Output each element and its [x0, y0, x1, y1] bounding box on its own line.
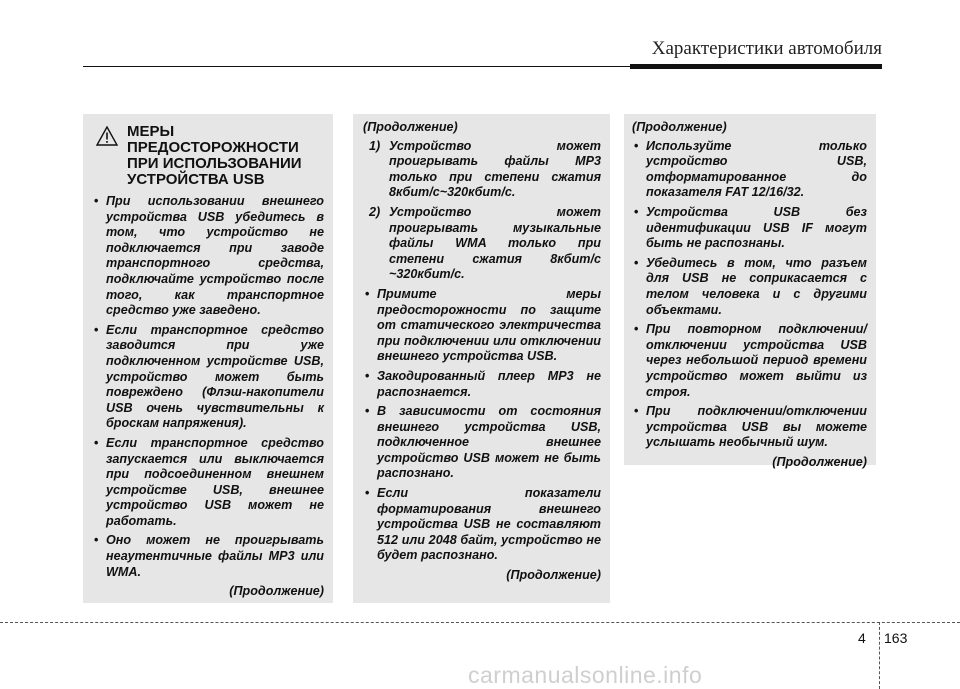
- list-item: • Если транспортное средство заводится при уже подключенном устройстве USB, устройство может быть повреждено (Флэш-накопители USB очень чувствительны к броскам напряжения).: [94, 322, 324, 431]
- warning-box: [83, 114, 333, 603]
- continued-label: (Продолжение): [506, 568, 601, 583]
- warning-title-line: ПРЕДОСТОРОЖНОСТИ: [127, 139, 299, 156]
- warning-title-line: МЕРЫ: [127, 123, 175, 140]
- list-item: • Закодированный плеер MP3 не распознается.: [365, 368, 601, 399]
- list-item: 2) Устройство может проигрывать музыкальные файлы WMA только при степени сжатия 8кбит/с ~320кбит/с.: [369, 204, 601, 282]
- section-title: Характеристики автомобиля: [651, 38, 882, 59]
- list-item: • При подключении/отключении устройства USB вы можете услышать необычный шум.: [634, 404, 867, 450]
- list-item: • В зависимости от состояния внешнего устройства USB, подключенное внешнее устройство USB может не быть распознано.: [365, 404, 601, 481]
- list-item: • Если показатели форматирования внешнего устройства USB не составляют 512 или 2048 байт, устройство не будет распознано.: [365, 486, 601, 563]
- list-item: • Убедитесь в том, что разъем для USB не соприкасается с телом человека и с другими объектами.: [634, 255, 867, 317]
- list-item: • Используйте только устройство USB, отформатированное до показателя FAT 12/16/32.: [634, 138, 867, 200]
- continued-label: (Продолжение): [229, 584, 324, 599]
- list-item: • Примите меры предосторожности по защите от статического электричества при подключении или отключении внешнего устройства USB.: [365, 286, 601, 364]
- right-bullet-list: [632, 139, 867, 451]
- footer-divider: [879, 622, 880, 689]
- footer-rule: [0, 622, 960, 623]
- continued-top-label: (Продолжение): [363, 120, 458, 134]
- chapter-number: 4: [858, 630, 866, 646]
- right-box: [624, 114, 876, 469]
- list-item: 1) Устройство может проигрывать файлы MP3 только при степени сжатия 8кбит/с~320кбит/с.: [369, 138, 601, 200]
- list-item: • При повторном подключении/отключении устройства USB через небольшой период времени устройство может выйти из строя.: [634, 322, 867, 399]
- list-item: • Устройства USB без идентификации USB IF могут быть не распознаны.: [634, 204, 867, 251]
- middle-box: [353, 114, 610, 603]
- continued-top-label: (Продолжение): [632, 120, 727, 134]
- warning-header: [92, 124, 324, 188]
- warning-title-line: ПРИ ИСПОЛЬЗОВАНИИ: [127, 155, 302, 172]
- header-rule-accent: [630, 64, 882, 69]
- continued-label: (Продолжение): [772, 454, 867, 469]
- warning-triangle-icon: [96, 126, 118, 146]
- warning-title: [127, 124, 302, 188]
- warning-title-line: УСТРОЙСТВА USB: [127, 171, 265, 188]
- list-item: • При использовании внешнего устройства USB убедитесь в том, что устройство не подключается при заводе транспортного средства, подключайте устройство после того, как транспортное средство уже заведено.: [94, 194, 324, 318]
- page-number: 163: [884, 630, 908, 646]
- watermark: carmanualsonline.info: [468, 662, 703, 688]
- warning-bullet-list: [92, 194, 324, 580]
- list-item: • Оно может не проигрывать неаутентичные файлы MP3 или WMA.: [94, 533, 324, 579]
- list-item: • Если транспортное средство запускается или выключается при подсоединенном внешнем устройстве USB, внешнее устройство USB может не работать.: [94, 435, 324, 528]
- numbered-list: [363, 139, 601, 283]
- middle-bullet-list: [363, 287, 601, 564]
